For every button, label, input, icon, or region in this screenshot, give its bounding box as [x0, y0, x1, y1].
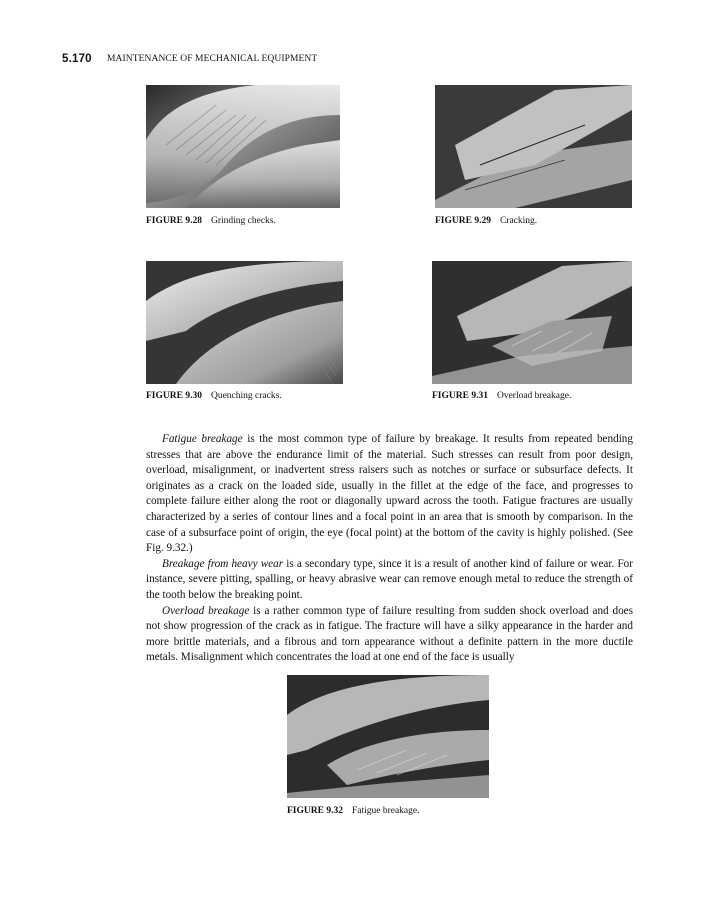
figure-caption-text: Cracking.: [499, 216, 538, 226]
figure-9-32-image: [287, 675, 489, 798]
figure-9-32-caption: [287, 806, 419, 816]
running-title: MAINTENANCE OF MECHANICAL EQUIPMENT: [107, 54, 318, 64]
page-number: 5.170: [62, 53, 92, 65]
figure-caption-text: Quenching cracks.: [210, 391, 282, 401]
paragraph-overload-breakage: [146, 604, 633, 666]
figure-caption-text: Fatigue breakage.: [351, 806, 420, 816]
lead-term: Fatigue breakage: [162, 433, 243, 445]
paragraph-heavy-wear: [146, 557, 633, 604]
figure-9-30-caption: [146, 391, 282, 401]
figure-label: FIGURE 9.30: [146, 391, 202, 401]
figure-label: FIGURE 9.28: [146, 216, 202, 226]
figure-9-28-caption: [146, 216, 276, 226]
figure-9-30-image: [146, 261, 343, 384]
figure-caption-text: Grinding checks.: [210, 216, 276, 226]
lead-term: Breakage from heavy wear: [162, 557, 284, 570]
figure-caption-text: Overload breakage.: [496, 391, 572, 401]
figure-9-28-image: [146, 85, 340, 208]
paragraph-text: is the most common type of failure by breakage. It results from repeated bending stresses that are above the endurance limit of the material. Such stresses can result from poor design, overload, misalignment, or inadvertent stress raisers such as notches or surface or subsurface defects. It originates as a crack on the loaded side, usually in the fillet at the edge of the face, and progresses to complete failure either along the root or diagonally upward across the tooth. Fatigue fractures are usually characterized by a series of contour lines and a focal point in an area that is smooth by comparison. In the case of a subsurface point of origin, the eye (focal point) at the bottom of the cavity is highly polished. (See Fig. 9.32.): [146, 433, 633, 555]
paragraph-text: is a rather common type of failure resulting from sudden shock overload and does not show progression of the crack as in fatigue. The fracture will have a silky appearance in the harder and more brittle materials, and a fibrous and torn appearance without a definite pattern in the more ductile metals. Misalignment which concentrates the load at one end of the face is usually: [146, 604, 633, 664]
figure-9-31-caption: [432, 391, 571, 401]
figure-label: FIGURE 9.29: [435, 216, 491, 226]
paragraph-text: is a secondary type, since it is a result of another kind of failure or wear. For instance, severe pitting, spalling, or heavy abrasive wear can remove enough metal to reduce the strength of the tooth below the breaking point.: [146, 557, 633, 601]
lead-term: Overload breakage: [162, 604, 250, 617]
figure-label: FIGURE 9.32: [287, 806, 343, 816]
figure-9-31-image: [432, 261, 632, 384]
body-text: [146, 432, 633, 666]
paragraph-fatigue-breakage: [146, 432, 633, 557]
figure-9-29-image: [435, 85, 632, 208]
figure-9-29-caption: [435, 216, 537, 226]
figure-label: FIGURE 9.31: [432, 391, 488, 401]
